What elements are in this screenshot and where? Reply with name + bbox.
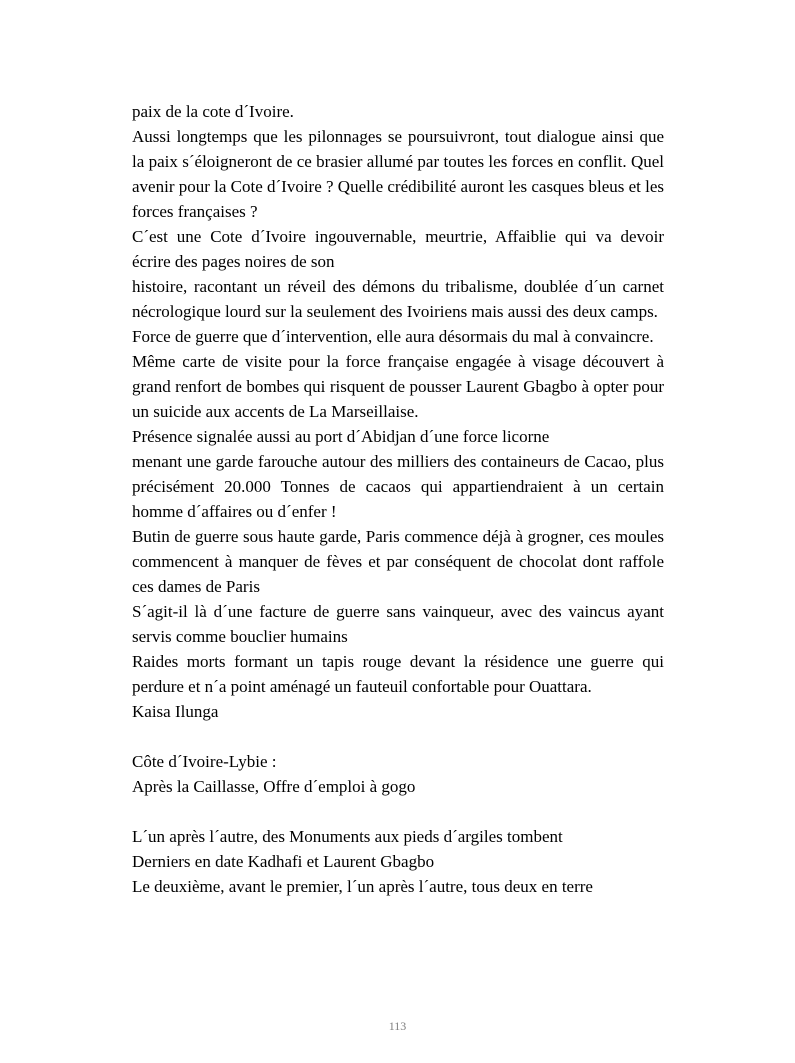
section-title: Côte d´Ivoire-Lybie : [132,752,277,771]
body-text [132,99,664,899]
paragraph: histoire, racontant un réveil des démons du tribalisme, doublée d´un carnet nécrologique lourd sur la seulement des Ivoiriens mais aussi des deux camps. [132,277,664,321]
paragraph: Raides morts formant un tapis rouge devant la résidence une guerre qui perdure et n´a point aménagé un fauteuil confortable pour Ouattara. [132,652,664,696]
section-line: Le deuxième, avant le premier, l´un après l´autre, tous deux en terre [132,877,593,896]
section-line: L´un après l´autre, des Monuments aux pieds d´argiles tombent [132,827,563,846]
paragraph: menant une garde farouche autour des milliers des containeurs de Cacao, plus précisément 20.000 Tonnes de cacaos qui appartiendraient à un certain homme d´affaires ou d´enfer ! [132,452,664,521]
paragraph: Force de guerre que d´intervention, elle aura désormais du mal à convaincre. [132,327,654,346]
section-subtitle: Après la Caillasse, Offre d´emploi à gogo [132,777,416,796]
spacer [132,799,664,824]
author-signature: Kaisa Ilunga [132,702,219,721]
paragraph: Présence signalée aussi au port d´Abidjan d´une force licorne [132,427,550,446]
section-line: Derniers en date Kadhafi et Laurent Gbagbo [132,852,435,871]
paragraph: Même carte de visite pour la force française engagée à visage découvert à grand renfort de bombes qui risquent de pousser Laurent Gbagbo à opter pour un suicide aux accents de La Marseillaise. [132,352,664,421]
paragraph: Butin de guerre sous haute garde, Paris commence déjà à grogner, ces moules commencent à manquer de fèves et par conséquent de chocolat dont raffole ces dames de Paris [132,527,664,596]
paragraph: S´agit-il là d´une facture de guerre sans vainqueur, avec des vaincus ayant servis comme bouclier humains [132,602,664,646]
paragraph: C´est une Cote d´Ivoire ingouvernable, meurtrie, Affaiblie qui va devoir écrire des pages noires de son [132,227,664,271]
paragraph: paix de la cote d´Ivoire. [132,102,294,121]
spacer [132,724,664,749]
page-number: 113 [388,1019,407,1033]
paragraph: Aussi longtemps que les pilonnages se poursuivront, tout dialogue ainsi que la paix s´éloigneront de ce brasier allumé par toutes les forces en conflit. Quel avenir pour la Cote d´Ivoire ? Quelle crédibilité auront les casques bleus et les forces françaises ? [132,127,665,221]
